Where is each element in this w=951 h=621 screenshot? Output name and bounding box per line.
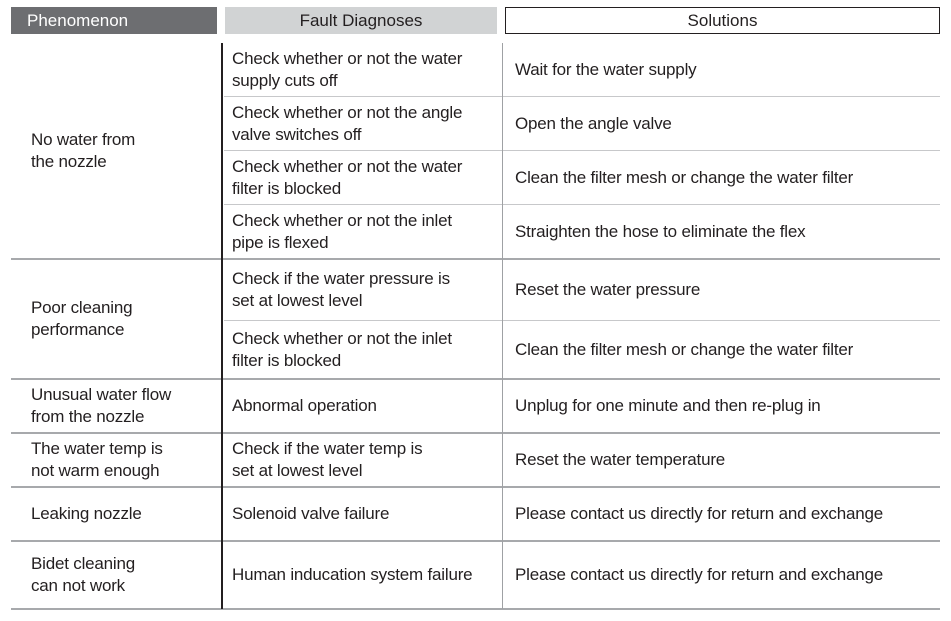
- fault-diagnosis-text: [232, 503, 389, 525]
- cell-text-line: valve switches off: [232, 125, 362, 144]
- cell-text-line: Unusual water flow: [31, 385, 172, 404]
- cell-text-line: Human inducation system failure: [232, 565, 473, 584]
- phenomenon-cell: [12, 43, 220, 259]
- cell-text-line: Leaking nozzle: [31, 504, 142, 523]
- phenomenon-text: [31, 553, 135, 597]
- cell-text-line: Bidet cleaning: [31, 554, 135, 573]
- fault-diagnosis-cell: [224, 205, 502, 259]
- fault-diagnosis-text: [232, 102, 462, 146]
- cell-text-line: performance: [31, 320, 125, 339]
- fault-diagnosis-text: [232, 564, 472, 586]
- cell-text-line: filter is blocked: [232, 351, 342, 370]
- cell-text-line: Abnormal operation: [232, 396, 377, 415]
- cell-text-line: Check whether or not the inlet: [232, 329, 452, 348]
- phenomenon-cell: [12, 541, 220, 609]
- header-solutions: [505, 7, 940, 34]
- cell-text-line: from the nozzle: [31, 407, 145, 426]
- fault-diagnosis-text: [232, 268, 450, 312]
- fault-diagnosis-cell: [224, 321, 502, 379]
- solution-cell: [504, 321, 944, 379]
- phenomenon-text: [31, 503, 142, 525]
- solution-cell: [504, 205, 944, 259]
- cell-text-line: No water from: [31, 130, 136, 149]
- cell-text-line: Solenoid valve failure: [232, 504, 390, 523]
- cell-text-line: can not work: [31, 576, 125, 595]
- cell-text-line: set at lowest level: [232, 461, 363, 480]
- solution-text: Straighten the hose to eliminate the flex: [515, 222, 806, 241]
- header-solutions-label: Solutions: [687, 10, 758, 30]
- solution-text: Reset the water pressure: [515, 280, 701, 299]
- cell-text-line: Check whether or not the water: [232, 49, 463, 68]
- phenomenon-text: [31, 384, 171, 428]
- solution-text: Please contact us directly for return and exchange: [515, 504, 883, 523]
- cell-text-line: The water temp is: [31, 439, 163, 458]
- fault-diagnosis-cell: [224, 259, 502, 321]
- solution-cell: [504, 151, 944, 205]
- solution-cell: [504, 97, 944, 151]
- fault-diagnosis-cell: [224, 151, 502, 205]
- cell-text-line: Check whether or not the inlet: [232, 211, 452, 230]
- fault-diagnosis-cell: [224, 43, 502, 97]
- fault-diagnosis-cell: [224, 541, 502, 609]
- solution-cell: [504, 379, 944, 433]
- solution-text: Wait for the water supply: [515, 60, 697, 79]
- solution-cell: [504, 259, 944, 321]
- cell-text-line: Poor cleaning: [31, 298, 133, 317]
- phenomenon-text: [31, 438, 163, 482]
- phenomenon-text: [31, 297, 132, 341]
- header-phenomenon-label: Phenomenon: [27, 10, 129, 30]
- header-fault-diagnoses-label: Fault Diagnoses: [299, 10, 423, 30]
- solution-cell: [504, 43, 944, 97]
- fault-diagnosis-cell: [224, 379, 502, 433]
- phenomenon-cell: [12, 259, 220, 379]
- column-divider-right: [502, 43, 503, 609]
- fault-diagnosis-text: [232, 438, 422, 482]
- solution-text: Unplug for one minute and then re-plug in: [515, 396, 821, 415]
- cell-text-line: supply cuts off: [232, 71, 338, 90]
- column-divider-left: [221, 43, 223, 609]
- cell-text-line: Check whether or not the water: [232, 157, 463, 176]
- solution-cell: [504, 541, 944, 609]
- cell-text-line: the nozzle: [31, 152, 107, 171]
- fault-diagnosis-text: [232, 156, 462, 200]
- phenomenon-text: [31, 129, 135, 173]
- solution-text: Clean the filter mesh or change the water filter: [515, 168, 854, 187]
- solution-text: Please contact us directly for return and exchange: [515, 565, 883, 584]
- fault-diagnosis-text: [232, 48, 462, 92]
- cell-text-line: Check if the water temp is: [232, 439, 423, 458]
- cell-text-line: not warm enough: [31, 461, 160, 480]
- fault-diagnosis-text: [232, 210, 452, 254]
- cell-text-line: set at lowest level: [232, 291, 363, 310]
- phenomenon-cell: [12, 487, 220, 541]
- fault-diagnosis-text: [232, 395, 377, 417]
- fault-diagnosis-cell: [224, 97, 502, 151]
- fault-diagnosis-cell: [224, 487, 502, 541]
- header-fault-diagnoses: [225, 7, 497, 34]
- solution-cell: [504, 433, 944, 487]
- solution-text: Clean the filter mesh or change the water filter: [515, 340, 854, 359]
- group-divider: [11, 608, 940, 610]
- solution-text: Open the angle valve: [515, 114, 672, 133]
- fault-diagnosis-cell: [224, 433, 502, 487]
- cell-text-line: Check whether or not the angle: [232, 103, 463, 122]
- phenomenon-cell: [12, 379, 220, 433]
- phenomenon-cell: [12, 433, 220, 487]
- solution-text: Reset the water temperature: [515, 450, 726, 469]
- cell-text-line: pipe is flexed: [232, 233, 329, 252]
- header-phenomenon: [11, 7, 217, 34]
- fault-diagnosis-text: [232, 328, 452, 372]
- solution-cell: [504, 487, 944, 541]
- cell-text-line: Check if the water pressure is: [232, 269, 450, 288]
- cell-text-line: filter is blocked: [232, 179, 342, 198]
